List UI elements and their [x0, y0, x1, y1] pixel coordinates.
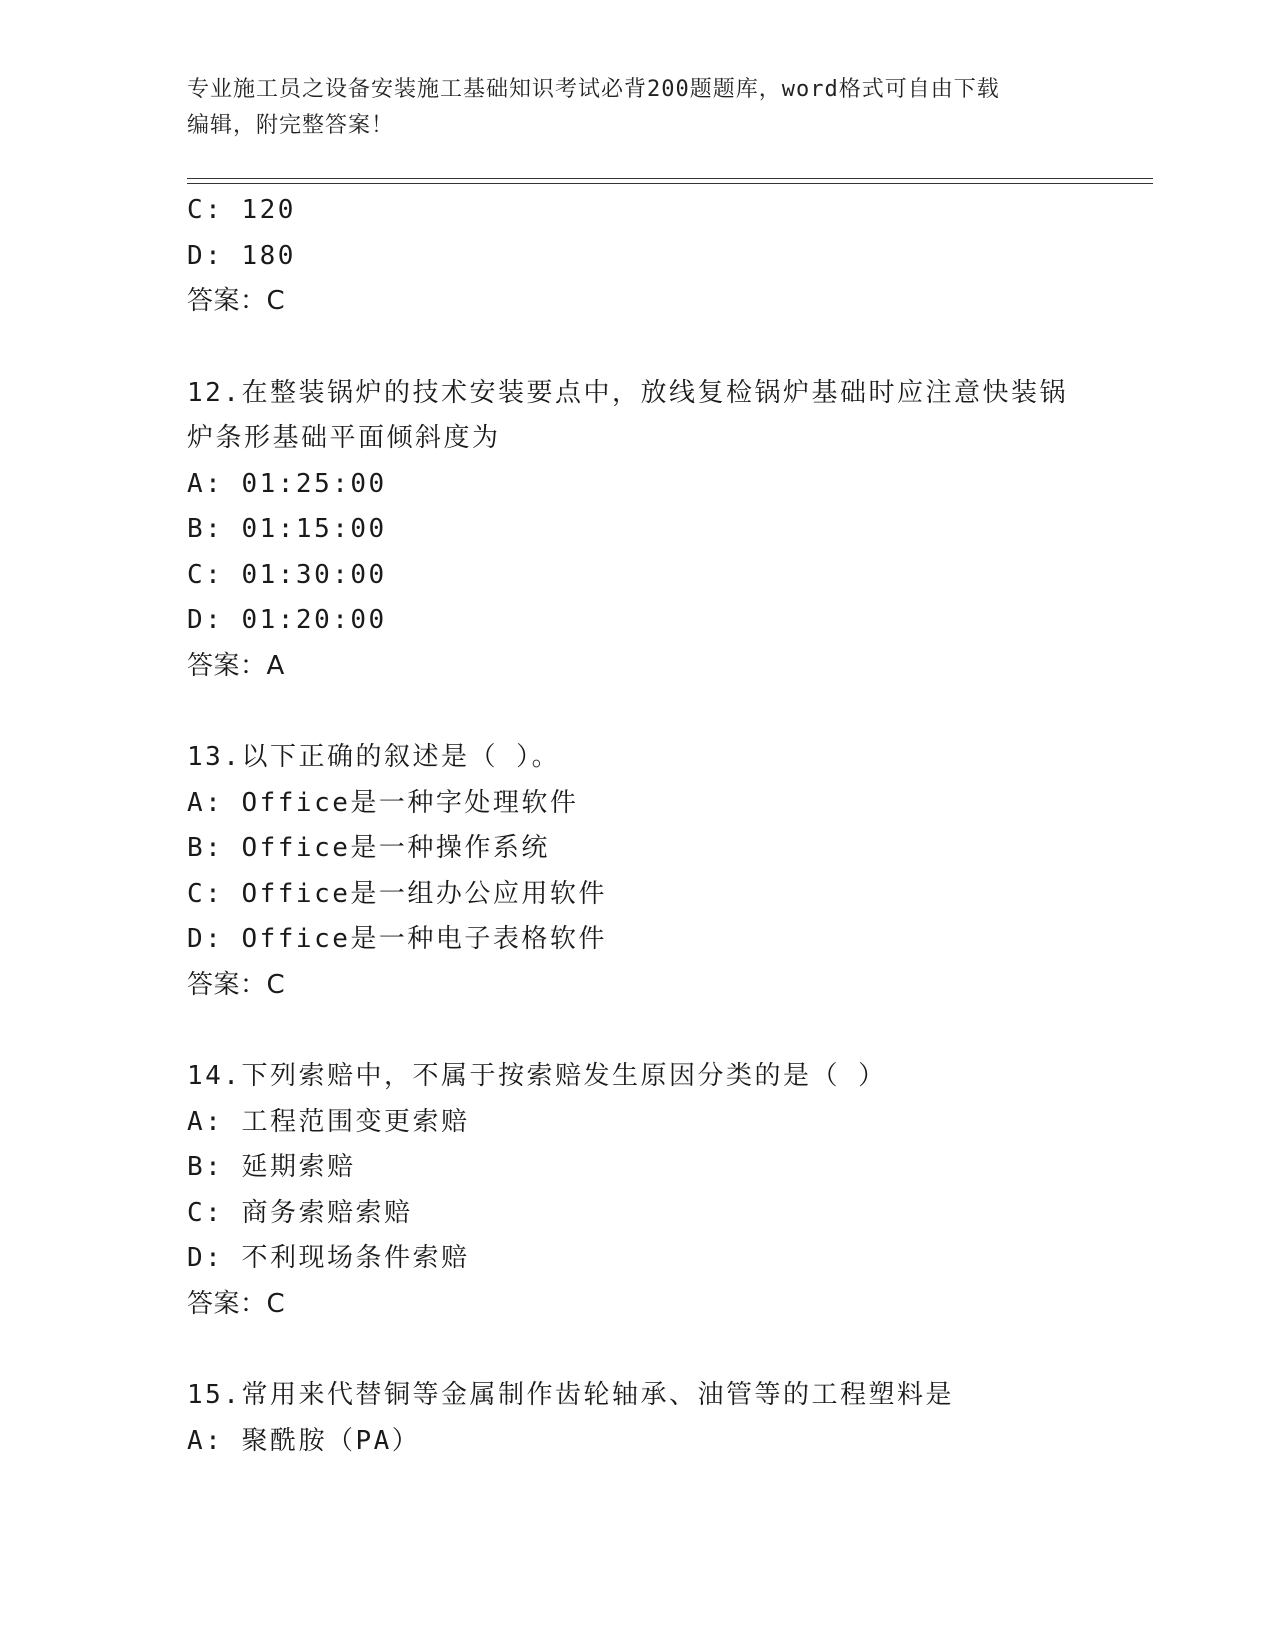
question-stem: 12.在整装锅炉的技术安装要点中，放线复检锅炉基础时应注意快装锅 — [187, 377, 1068, 408]
header-divider-bottom — [187, 183, 1153, 184]
answer: 答案：C — [187, 969, 286, 1000]
spacer — [187, 1327, 1087, 1373]
option-c: C: Office是一组办公应用软件 — [187, 878, 607, 909]
option-a: A: 工程范围变更索赔 — [187, 1106, 470, 1137]
option-c: C: 01:30:00 — [187, 559, 387, 590]
question-stem: 13.以下正确的叙述是（ ）。 — [187, 742, 561, 772]
option-b: B: 延期索赔 — [187, 1152, 356, 1182]
option-b: B: Office是一种操作系统 — [187, 833, 550, 863]
option-d: D: 不利现场条件索赔 — [187, 1243, 470, 1273]
question-11 — [187, 188, 1087, 325]
option-a: A: 01:25:00 — [187, 468, 387, 499]
question-stem-continued: 炉条形基础平面倾斜度为 — [187, 423, 501, 453]
header-line-2: 编辑，附完整答案！ — [187, 113, 395, 138]
question-13 — [187, 735, 1087, 1008]
option-b: B: 01:15:00 — [187, 514, 387, 544]
answer: 答案：A — [187, 650, 285, 681]
spacer — [187, 1008, 1087, 1054]
question-content — [187, 188, 1087, 1464]
question-stem: 15.常用来代替铜等金属制作齿轮轴承、油管等的工程塑料是 — [187, 1380, 954, 1410]
answer: 答案：C — [187, 286, 286, 316]
question-stem: 14.下列索赔中，不属于按索赔发生原因分类的是（ ） — [187, 1061, 887, 1091]
option-c: C: 商务索赔索赔 — [187, 1197, 413, 1228]
document-header — [187, 72, 1087, 144]
answer: 答案：C — [187, 1288, 286, 1319]
spacer — [187, 325, 1087, 371]
header-line-1: 专业施工员之设备安装施工基础知识考试必背200题题库，word格式可自由下载 — [187, 77, 1000, 102]
option-a: A: 聚酰胺（PA） — [187, 1425, 421, 1456]
option-a: A: Office是一种字处理软件 — [187, 787, 579, 818]
header-divider-top — [187, 178, 1153, 179]
question-14 — [187, 1054, 1087, 1327]
question-12 — [187, 371, 1087, 690]
option-d: D: Office是一种电子表格软件 — [187, 924, 607, 954]
option-d: D: 01:20:00 — [187, 605, 387, 635]
option-c: C: 120 — [187, 195, 296, 225]
question-15 — [187, 1373, 1087, 1464]
spacer — [187, 689, 1087, 735]
option-d: D: 180 — [187, 240, 296, 271]
